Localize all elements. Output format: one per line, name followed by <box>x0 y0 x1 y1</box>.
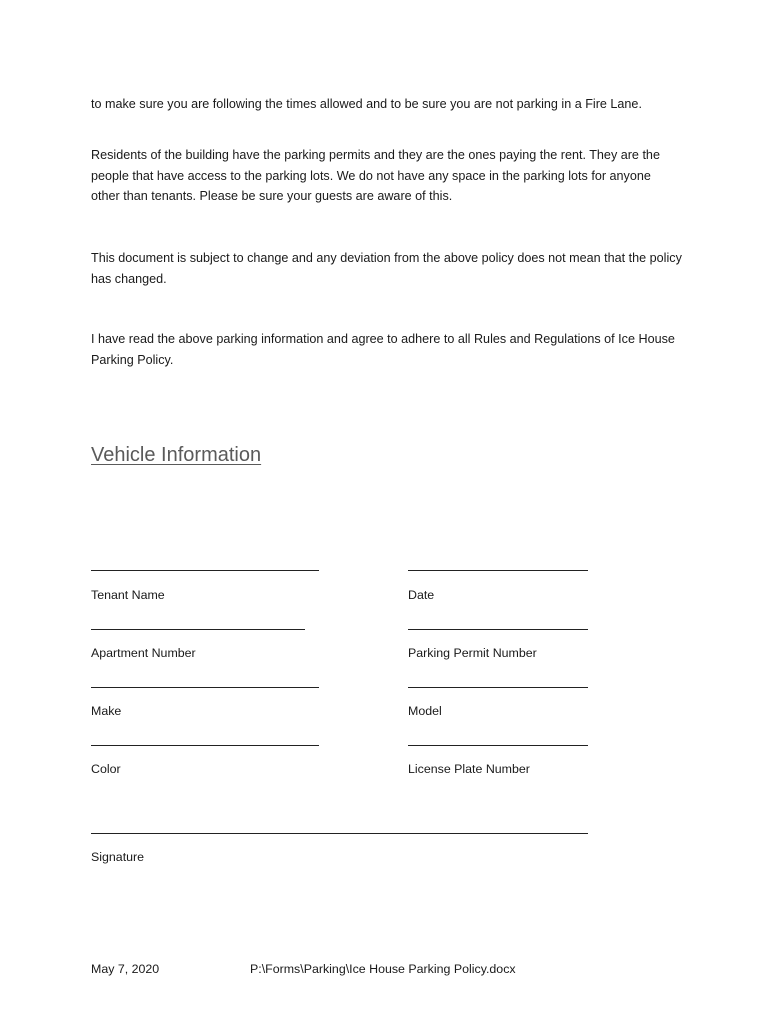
model-line[interactable] <box>408 687 588 688</box>
footer-file-path: P:\Forms\Parking\Ice House Parking Policy.docx <box>250 962 516 976</box>
footer-date: May 7, 2020 <box>91 962 160 976</box>
apartment-number-line[interactable] <box>91 629 305 630</box>
paragraph-fire-lane: to make sure you are following the times allowed and to be sure you are not parking in a Fire Lane. <box>91 97 642 111</box>
paragraph-agreement: I have read the above parking information and agree to adhere to all Rules and Regulations of Ice House Parking Policy. <box>91 332 675 367</box>
date-line[interactable] <box>408 570 588 571</box>
date-label: Date <box>408 588 435 602</box>
tenant-name-label: Tenant Name <box>91 588 165 602</box>
make-line[interactable] <box>91 687 319 688</box>
signature-label: Signature <box>91 850 145 864</box>
make-label: Make <box>91 704 122 718</box>
license-plate-number-line[interactable] <box>408 745 588 746</box>
apartment-number-label: Apartment Number <box>91 646 196 660</box>
parking-permit-number-line[interactable] <box>408 629 588 630</box>
color-label: Color <box>91 762 121 776</box>
vehicle-information-heading: Vehicle Information <box>91 444 262 466</box>
parking-permit-number-label: Parking Permit Number <box>408 646 537 660</box>
color-line[interactable] <box>91 745 319 746</box>
paragraph-subject-to-change: This document is subject to change and any deviation from the above policy does not mean that the policy has changed. <box>91 251 682 286</box>
license-plate-number-label: License Plate Number <box>408 762 530 776</box>
paragraph-residents: Residents of the building have the parking permits and they are the ones paying the rent. They are the people that have access to the parking lots. We do not have any space in the parking lots for anyone other than tenants. Please be sure your guests are aware of this. <box>91 148 660 203</box>
tenant-name-line[interactable] <box>91 570 319 571</box>
signature-line[interactable] <box>91 833 588 834</box>
model-label: Model <box>408 704 442 718</box>
